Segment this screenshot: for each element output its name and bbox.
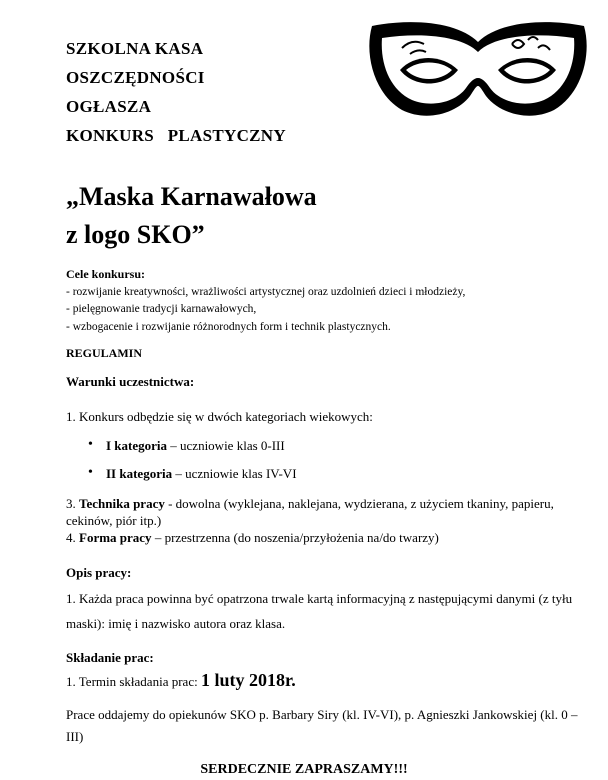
conditions-point-3 xyxy=(66,495,586,529)
submission-contacts: Prace oddajemy do opiekunów SKO p. Barbary Siry (kl. IV-VI), p. Agnieszki Jankowskiej (kl. 0 – III) xyxy=(66,707,578,744)
category-name: I kategoria xyxy=(106,438,168,453)
goal-item: - wzbogacenie i rozwijanie różnorodnych form i technik plastycznych. xyxy=(66,320,391,333)
conditions-points-3-4 xyxy=(66,495,586,546)
goal-item: - rozwijanie kreatywności, wrażliwości artystycznej oraz uzdolnień dzieci i młodzieży, xyxy=(66,285,466,298)
list-item xyxy=(90,466,297,494)
conditions-point-1: 1. Konkurs odbędzie się w dwóch kategoriach wiekowych: xyxy=(66,409,373,424)
category-name: II kategoria xyxy=(106,466,173,481)
goals-heading: Cele konkursu: xyxy=(66,267,146,281)
header-line: KONKURS PLASTYCZNY xyxy=(66,126,286,145)
deadline-date: 1 luty 2018r. xyxy=(200,670,296,690)
point-title: Technika pracy xyxy=(79,496,165,511)
categories-list xyxy=(90,438,297,494)
closing-invitation: SERDECZNIE ZAPRASZAMY!!! xyxy=(200,762,408,777)
regulations-heading: REGULAMIN xyxy=(66,346,143,360)
announcement-header xyxy=(66,34,286,150)
goal-item: - pielęgnowanie tradycji karnawałowych, xyxy=(66,303,257,315)
contest-title xyxy=(66,178,317,254)
point-number: 3. xyxy=(66,496,79,511)
category-desc: – uczniowie klas IV-VI xyxy=(172,466,297,481)
carnival-mask-icon xyxy=(362,14,594,126)
submission-heading: Składanie prac: xyxy=(66,650,154,665)
header-line: OSZCZĘDNOŚCI xyxy=(66,68,205,87)
point-title: Forma pracy xyxy=(79,530,152,545)
conditions-point-4 xyxy=(66,529,586,546)
title-line: „Maska Karnawałowa xyxy=(66,182,317,211)
list-item xyxy=(90,438,297,466)
header-line: SZKOLNA KASA xyxy=(66,39,204,58)
header-line: OGŁASZA xyxy=(66,97,152,116)
contest-goals xyxy=(66,266,465,336)
description-heading: Opis pracy: xyxy=(66,565,132,580)
deadline-label: 1. Termin składania prac: xyxy=(66,674,201,689)
description-text: 1. Każda praca powinna być opatrzona trwale kartą informacyjną z następującymi danymi (z tyłu maski): imię i nazwisko autora oraz klasa. xyxy=(66,591,573,631)
submission-deadline xyxy=(66,670,296,691)
title-line: z logo SKO” xyxy=(66,220,205,249)
point-text: – przestrzenna (do noszenia/przyłożenia na/do twarzy) xyxy=(151,530,439,545)
point-number: 4. xyxy=(66,530,79,545)
point-text: - dowolna (wyklejana, naklejana, wydzierana, z użyciem tkaniny, papieru, cekinów, piór itp.) xyxy=(66,496,554,528)
category-desc: – uczniowie klas 0-III xyxy=(167,438,285,453)
conditions-heading: Warunki uczestnictwa: xyxy=(66,374,195,389)
